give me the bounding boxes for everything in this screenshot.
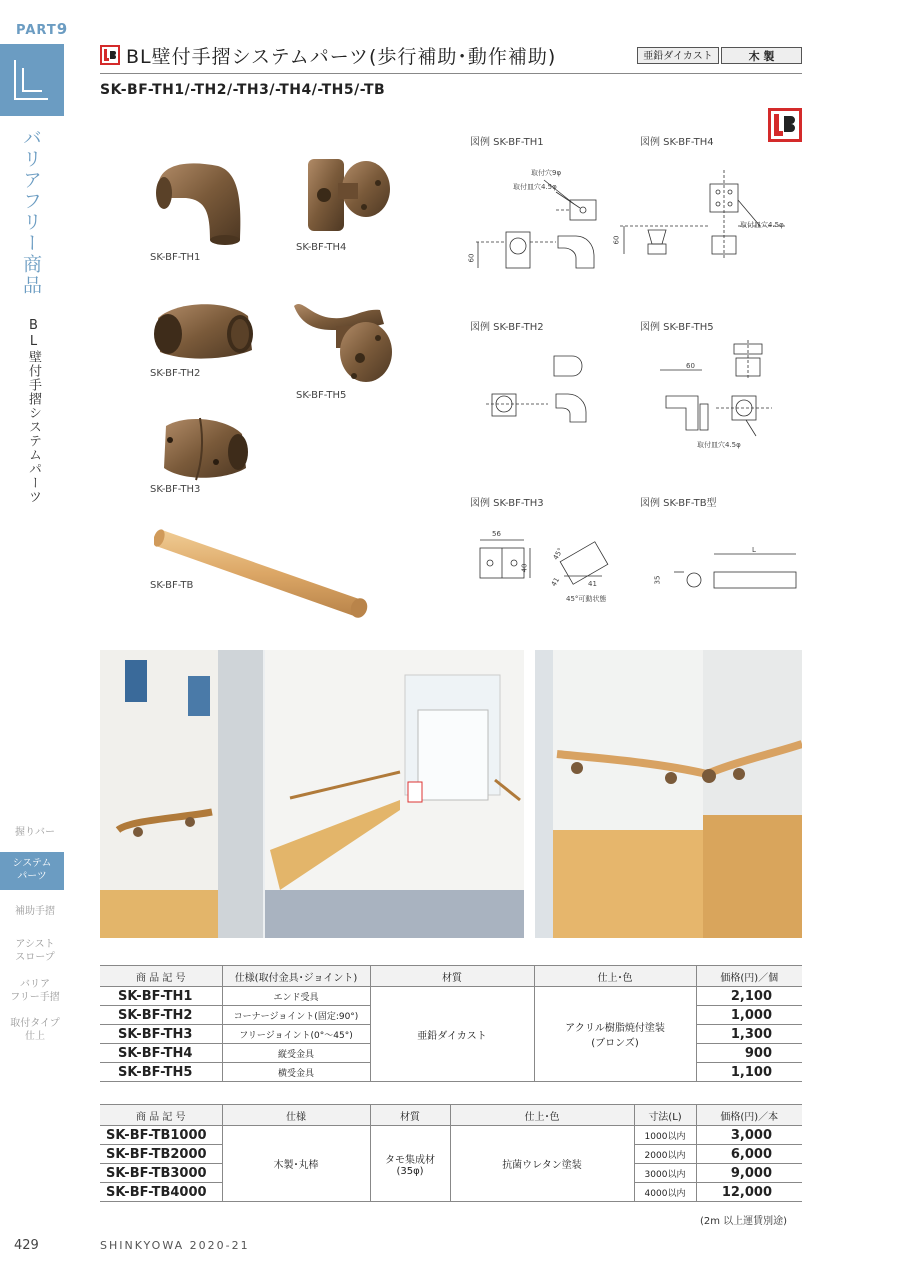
row-code: SK-BF-TB1000 [100, 1126, 222, 1145]
diagram-th1-drawing [466, 160, 616, 280]
table-rods [100, 1104, 802, 1202]
tag-wood: 木 製 [721, 47, 802, 64]
subcategory-title: BL壁付手摺システムパーツ [26, 318, 41, 504]
category-title: バリアフリー商品 [20, 128, 42, 296]
th4-label: SK-BF-TH4 [296, 242, 347, 253]
th2-label: SK-BF-TH2 [150, 368, 201, 379]
row-code: SK-BF-TB2000 [100, 1145, 222, 1164]
row-spec: エンド受具 [222, 987, 370, 1006]
row-spec: 横受金具 [222, 1063, 370, 1082]
sidenav-barrier-free-rail[interactable]: バリア フリー手摺 [10, 979, 60, 1003]
diagram-th5-drawing [656, 340, 776, 450]
table-row [100, 1126, 802, 1145]
row-code: SK-BF-TB3000 [100, 1164, 222, 1183]
row-code: SK-BF-TH5 [100, 1063, 222, 1082]
th3-movable-note: 45°可動状態 [566, 595, 607, 603]
sidenav-grab-bar[interactable]: 握りバー [15, 827, 55, 838]
th3-dim-40: 40 [520, 563, 529, 573]
tb-label: SK-BF-TB [150, 580, 194, 591]
th3-angle: 45° [551, 546, 565, 562]
th5-label: SK-BF-TH5 [296, 390, 347, 401]
finish-cell: 抗菌ウレタン塗装 [450, 1126, 634, 1202]
row-code: SK-BF-TH2 [100, 1006, 222, 1025]
material-cell: タモ集成材 (35φ) [370, 1126, 450, 1202]
diagram-tb-drawing [660, 550, 800, 594]
sidenav-assist-rail[interactable]: 補助手摺 [15, 906, 55, 917]
page-number: 429 [14, 1238, 39, 1253]
tb-dim-35: 35 [653, 575, 662, 585]
wall-handrail-photo [535, 650, 802, 938]
th1-countersink-note: 取付皿穴4.5φ [513, 183, 557, 191]
th-material: 材質 [370, 1105, 450, 1126]
bl-certification-logo-icon [768, 108, 802, 142]
th5-countersink-note: 取付皿穴4.5φ [697, 441, 741, 449]
row-spec: コーナージョイント(固定:90°) [222, 1006, 370, 1025]
th3-dim-56: 56 [492, 530, 501, 538]
row-size: 3000以内 [634, 1164, 696, 1183]
handrail-icon-inner [22, 68, 42, 92]
th-spec: 仕様(取付金具･ジョイント) [222, 966, 370, 987]
row-size: 2000以内 [634, 1145, 696, 1164]
shipping-note: (2m 以上運賃別途) [700, 1216, 788, 1227]
row-price: 900 [696, 1044, 802, 1063]
tag-zinc-diecast: 亜鉛ダイカスト [637, 47, 719, 64]
row-price: 1,100 [696, 1063, 802, 1082]
th-material: 材質 [370, 966, 534, 987]
th5-bracket-image [292, 296, 397, 388]
th1-dim-60: 60 [467, 253, 476, 263]
model-numbers: SK-BF-TH1/-TH2/-TH3/-TH4/-TH5/-TB [100, 82, 386, 98]
sidenav-mount-type[interactable]: 取付タイプ 仕上 [10, 1018, 60, 1042]
th-finish: 仕上･色 [450, 1105, 634, 1126]
row-code: SK-BF-TH1 [100, 987, 222, 1006]
th5-dim-60: 60 [686, 362, 695, 370]
diagram-th2-drawing [486, 352, 596, 432]
diagram-th2-label: 図例 SK-BF-TH2 [470, 322, 544, 333]
row-price: 6,000 [696, 1145, 802, 1164]
th3-joint-image [156, 412, 252, 484]
diagram-th3-label: 図例 SK-BF-TH3 [470, 498, 544, 509]
diagram-th5-label: 図例 SK-BF-TH5 [640, 322, 714, 333]
th-price: 価格(円)／本 [696, 1105, 802, 1126]
row-price: 3,000 [696, 1126, 802, 1145]
diagram-tb-label: 図例 SK-BF-TB型 [640, 498, 717, 509]
row-price: 1,300 [696, 1025, 802, 1044]
page-title: BL壁付手摺システムパーツ(歩行補助･動作補助) [126, 46, 557, 68]
tb-dim-l: L [752, 546, 756, 554]
sidenav-system-parts[interactable]: システム パーツ [0, 852, 64, 890]
th-code: 商 品 記 号 [100, 1105, 222, 1126]
row-price: 1,000 [696, 1006, 802, 1025]
table-joints [100, 965, 802, 1082]
part-icon-block [0, 44, 64, 116]
th3-label: SK-BF-TH3 [150, 484, 201, 495]
th4-bracket-image [302, 155, 392, 240]
row-price: 9,000 [696, 1164, 802, 1183]
diagram-th4-label: 図例 SK-BF-TH4 [640, 137, 714, 148]
row-size: 4000以内 [634, 1183, 696, 1202]
part-label: PART9 [16, 20, 69, 38]
tb-wood-rod-image [154, 516, 376, 618]
th-code: 商 品 記 号 [100, 966, 222, 987]
th-price: 価格(円)／個 [696, 966, 802, 987]
th4-countersink-note: 取付皿穴4.5φ [740, 221, 784, 229]
th-finish: 仕上･色 [534, 966, 696, 987]
th-spec: 仕様 [222, 1105, 370, 1126]
row-code: SK-BF-TB4000 [100, 1183, 222, 1202]
th1-label: SK-BF-TH1 [150, 252, 201, 263]
th-size: 寸法(L) [634, 1105, 696, 1126]
row-code: SK-BF-TH4 [100, 1044, 222, 1063]
th1-hole-note: 取付穴9φ [531, 169, 562, 177]
diagram-th3-drawing [472, 532, 622, 602]
row-price: 12,000 [696, 1183, 802, 1202]
bl-logo-icon [100, 45, 120, 65]
row-price: 2,100 [696, 987, 802, 1006]
th2-corner-image [148, 300, 260, 364]
row-size: 1000以内 [634, 1126, 696, 1145]
th4-dim-60: 60 [612, 235, 621, 245]
table-row [100, 987, 802, 1006]
row-spec: 縦受金具 [222, 1044, 370, 1063]
spec-cell: 木製･丸棒 [222, 1126, 370, 1202]
catalog-brand: SHINKYOWA 2020-21 [100, 1239, 250, 1252]
corridor-photo [100, 650, 524, 938]
sidenav-assist-slope[interactable]: アシスト スロープ [15, 939, 55, 963]
th3-dim-41-vertical: 41 [549, 576, 562, 588]
row-spec: フリージョイント(0°～45°) [222, 1025, 370, 1044]
diagram-th4-drawing [620, 160, 800, 270]
th1-elbow-image [148, 158, 248, 248]
material-cell: 亜鉛ダイカスト [370, 987, 534, 1082]
diagram-th1-label: 図例 SK-BF-TH1 [470, 137, 544, 148]
row-code: SK-BF-TH3 [100, 1025, 222, 1044]
header-divider [100, 73, 802, 74]
finish-cell: アクリル樹脂焼付塗装 (ブロンズ) [534, 987, 696, 1082]
th3-dim-41: 41 [588, 580, 597, 588]
